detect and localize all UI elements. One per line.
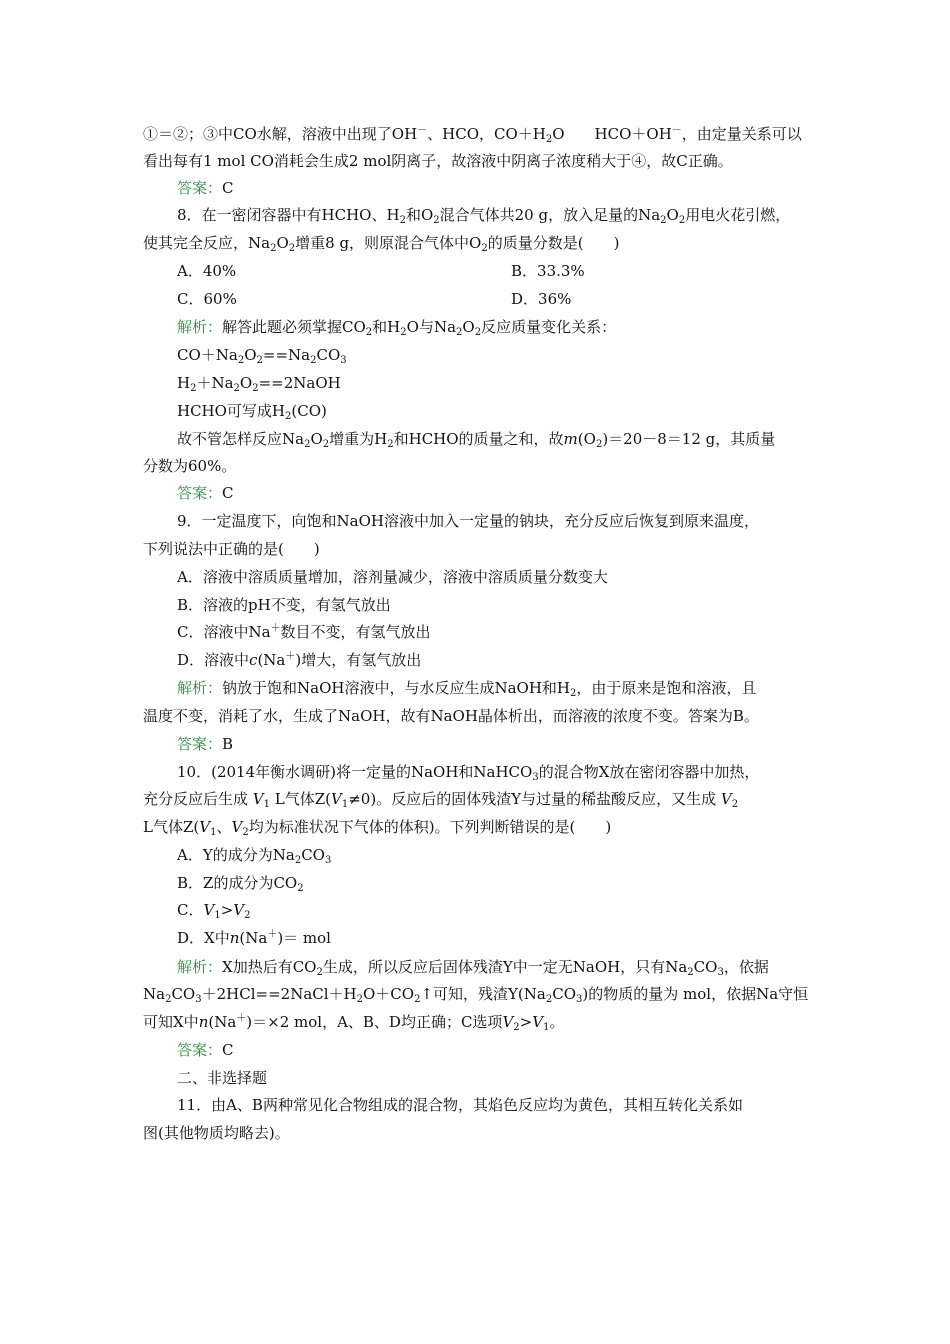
text-segment: n [229,929,240,947]
text-segment: O与Na [406,318,457,336]
text-segment: CO＋Na [177,346,238,364]
text-segment: 二、非选择题 [177,1069,268,1087]
subscript: 3 [324,855,332,866]
subscript: 2 [570,688,577,699]
text-segment: 和HCHO的质量之和，故 [393,430,564,448]
text-segment: A．溶液中溶质质量增加，溶剂量减少，溶液中溶质质量分数变大 [177,568,608,586]
subscript: 2 [400,327,407,338]
subscript: 3 [195,994,202,1005]
subscript: 1 [263,799,270,810]
text-segment: C． [177,901,204,919]
subscript: 3 [340,355,347,366]
text-segment: 下列说法中正确的是( ) [143,540,320,558]
subscript: 2 [322,439,330,450]
subscript: 2 [233,383,240,394]
option-line [177,595,391,615]
text-segment: 用电火花引燃， [685,206,791,224]
text-segment: )增大，有氢气放出 [295,651,422,669]
text-segment: ==Na [262,346,311,364]
subscript: 2 [270,243,277,254]
text-segment: 图(其他物质均略去)。 [143,1124,290,1142]
text-segment: (Na [257,651,286,669]
equation-line [177,373,341,393]
subscript: 2 [387,439,394,450]
text-segment: 混合气体共20 g，放入足量的Na [439,206,661,224]
text-segment: V [720,790,732,808]
text-line [143,1012,564,1032]
text-segment: )＝×2 mol，A、B、D均正确；C选项 [246,1013,503,1031]
option-text: C．60% [177,290,237,308]
text-segment: 10．(2014年衡水调研)将一定量的NaOH和NaHCO [177,763,533,781]
text-segment: 的混合物X放在密闭容器中加热， [538,763,760,781]
answer-line [177,178,234,198]
subscript: 1 [341,799,349,810]
text-segment: O HCO＋OH [552,125,672,143]
text-segment: ↑可知，残渣Y(Na [420,985,546,1003]
text-segment: ＋2HCl==2NaCl＋H [201,985,357,1003]
superscript: ＋ [267,929,278,940]
subscript: 1 [214,910,221,921]
text-segment: ==2NaOH [258,374,341,392]
option-line [177,900,251,920]
subscript: 2 [545,134,553,145]
subscript: 1 [210,827,217,838]
subscript: 2 [285,411,292,422]
text-segment: )的物质的量为 mol，依据Na守恒 [582,985,809,1003]
label-text: 解析： [177,958,223,976]
subscript: 2 [660,215,667,226]
text-line [143,817,611,837]
label-text: 解析： [177,318,223,336]
option-line [177,873,304,893]
text-segment: > [519,1013,533,1031]
superscript: ＋ [236,1013,247,1024]
text-line [143,539,320,559]
text-segment: O [276,234,289,252]
text-line [143,1123,290,1143]
subscript: 2 [731,799,739,810]
text-segment: ，由于原来是饱和溶液，且 [576,679,757,697]
option-text: D．36% [511,290,572,308]
text-segment: 、 [216,818,232,836]
text-line [143,706,759,726]
text-segment: 11．由A、B两种常见化合物组成的混合物，其焰色反应均为黄色，其相互转化关系如 [177,1096,743,1114]
text-segment: D．溶液中 [177,651,250,669]
text-segment: > [220,901,234,919]
text-segment: 增重为H [329,430,388,448]
text-line [143,789,738,809]
subscript: 2 [165,994,172,1005]
text-line [177,429,775,449]
subscript: 2 [252,383,259,394]
text-line [143,984,808,1004]
text-segment: 钠放于饱和NaOH溶液中，与水反应生成NaOH和H [222,679,570,697]
text-segment: m [563,430,578,448]
subscript: 2 [237,355,245,366]
subscript: 2 [304,439,311,450]
subscript: 2 [190,383,197,394]
text-segment: O [666,206,679,224]
text-segment: (Na [239,929,268,947]
subscript: 2 [242,827,249,838]
text-segment: 9．一定温度下，向饱和NaOH溶液中加入一定量的钠块，充分反应后恢复到原来温度， [177,512,759,530]
text-segment: (Na [208,1013,237,1031]
text-segment: 8．在一密闭容器中有HCHO、H [177,206,400,224]
answer-line [177,1040,234,1060]
text-segment: V [233,901,245,919]
superscript: ＋ [270,623,281,634]
text-segment: 和O [405,206,434,224]
option-text: A．40% [177,262,237,280]
text-segment: CO [693,958,718,976]
subscript: 2 [513,1022,520,1033]
option-line [177,650,421,670]
text-line [177,401,327,421]
option-text: B．33.3% [511,262,585,280]
subscript: 1 [543,1022,550,1033]
text-segment: ＋Na [196,374,234,392]
subscript: 2 [474,327,482,338]
text-segment: L气体Z( [143,818,200,836]
text-line [143,124,802,144]
text-segment: O [239,374,253,392]
text-segment: ，依据 [723,958,769,976]
question-10 [177,762,759,782]
subscript: 2 [316,967,323,978]
text-segment: ①＝②；③中CO水解，溶液中出现了OH [143,125,418,143]
text-segment: ≠0)。反应后的固体残渣Y与过量的稀盐酸反应，又生成 [348,790,721,808]
answer-line [177,483,234,503]
text-segment: 生成，所以反应后固体残渣Y中一定无NaOH，只有Na [322,958,688,976]
text-segment: V [331,790,342,808]
options-row [177,289,572,309]
text-segment: 。 [549,1013,565,1031]
options-row [177,261,585,281]
text-segment: V [532,1013,544,1031]
analysis-line [177,317,616,337]
text-segment: 分数为60%。 [143,457,237,475]
question-9 [177,511,759,531]
text-segment: 故不管怎样反应Na [177,430,305,448]
analysis-line [177,678,756,698]
subscript: 2 [365,327,373,338]
section-heading [177,1068,267,1088]
text-line [143,456,236,476]
text-line [143,151,733,171]
text-segment: 看出每有1 mol CO消耗会生成2 mol阴离子，故溶液中阴离子浓度稍大于④，故C正确。 [143,152,733,170]
text-segment: B．溶液的pH不变，有氢气放出 [177,596,391,614]
text-segment: CO [301,846,325,864]
subscript: 2 [288,243,296,254]
label-text: 答案： [177,1041,223,1059]
text-segment: V [231,818,243,836]
text-segment: C．溶液中Na [177,623,271,641]
text-segment: (CO) [291,402,327,420]
option-line [177,567,608,587]
text-segment: C [222,1041,234,1059]
text-segment: O＋CO [363,985,415,1003]
text-segment: X加热后有CO [222,958,317,976]
text-segment: C [222,179,234,197]
subscript: 2 [244,910,251,921]
text-segment: 和H [372,318,401,336]
label-text: 答案： [177,484,223,502]
subscript: 3 [532,772,539,783]
text-segment: ，由定量关系可以 [681,125,802,143]
text-segment: V [203,901,215,919]
subscript: 2 [545,994,553,1005]
superscript: ＋ [285,651,296,662]
analysis-line [177,957,769,977]
subscript: 2 [481,243,488,254]
superscript: － [417,125,428,136]
text-segment: 反应质量变化关系： [481,318,617,336]
text-segment: HCHO可写成H [177,402,286,420]
text-segment: O [244,346,257,364]
option-line [177,928,331,948]
text-segment: (O [577,430,596,448]
text-segment: V [502,1013,514,1031]
superscript: － [671,125,682,136]
answer-line [177,734,233,754]
subscript: 2 [414,994,421,1005]
label-text: 答案： [177,735,223,753]
subscript: 2 [310,355,317,366]
text-segment: c [249,651,258,669]
text-segment: 温度不变，消耗了水，生成了NaOH，故有NaOH晶体析出，而溶液的浓度不变。答案为B。 [143,707,759,725]
text-segment: L气体Z( [270,790,332,808]
option-line [177,845,331,865]
text-segment: n [198,1013,209,1031]
question-11 [177,1095,743,1115]
text-segment: )＝ mol [277,929,331,947]
text-segment: 的质量分数是( ) [487,234,620,252]
subscript: 2 [678,215,686,226]
subscript: 3 [576,994,583,1005]
text-segment: C [222,484,234,502]
subscript: 2 [595,439,603,450]
text-segment: B．Z的成分为CO [177,874,298,892]
subscript: 2 [399,215,406,226]
text-segment: D．X中 [177,929,230,947]
text-segment: 可知X中 [143,1013,199,1031]
text-segment: O [310,430,323,448]
subscript: 2 [297,883,304,894]
text-segment: H [177,374,191,392]
text-segment: 充分反应后生成 [143,790,253,808]
text-segment: V [199,818,211,836]
question-8 [177,205,790,225]
text-segment: B [222,735,234,753]
text-segment: 数目不变，有氢气放出 [280,623,431,641]
subscript: 2 [687,967,694,978]
text-segment: 解答此题必须掌握CO [222,318,366,336]
text-segment: V [252,790,264,808]
text-segment: CO [171,985,196,1003]
text-segment: 增重8 g，则原混合气体中O [295,234,482,252]
subscript: 3 [717,967,724,978]
subscript: 2 [356,994,363,1005]
text-segment: 使其完全反应，Na [143,234,271,252]
text-segment: CO [316,346,341,364]
label-text: 答案： [177,179,223,197]
subscript: 2 [456,327,463,338]
text-line [143,233,619,253]
subscript: 2 [433,215,440,226]
text-segment: 、HCO，CO＋H [427,125,546,143]
subscript: 2 [256,355,263,366]
text-segment: Na [143,985,166,1003]
text-segment: 均为标准状况下气体的体积)。下列判断错误的是( ) [248,818,612,836]
text-segment: O [462,318,475,336]
label-text: 解析： [177,679,223,697]
text-segment: A．Y的成分为Na [177,846,295,864]
text-segment: CO [552,985,577,1003]
option-line [177,622,431,642]
equation-line [177,345,347,365]
subscript: 2 [294,855,302,866]
text-segment: )＝20－8＝12 g，其质量 [602,430,776,448]
